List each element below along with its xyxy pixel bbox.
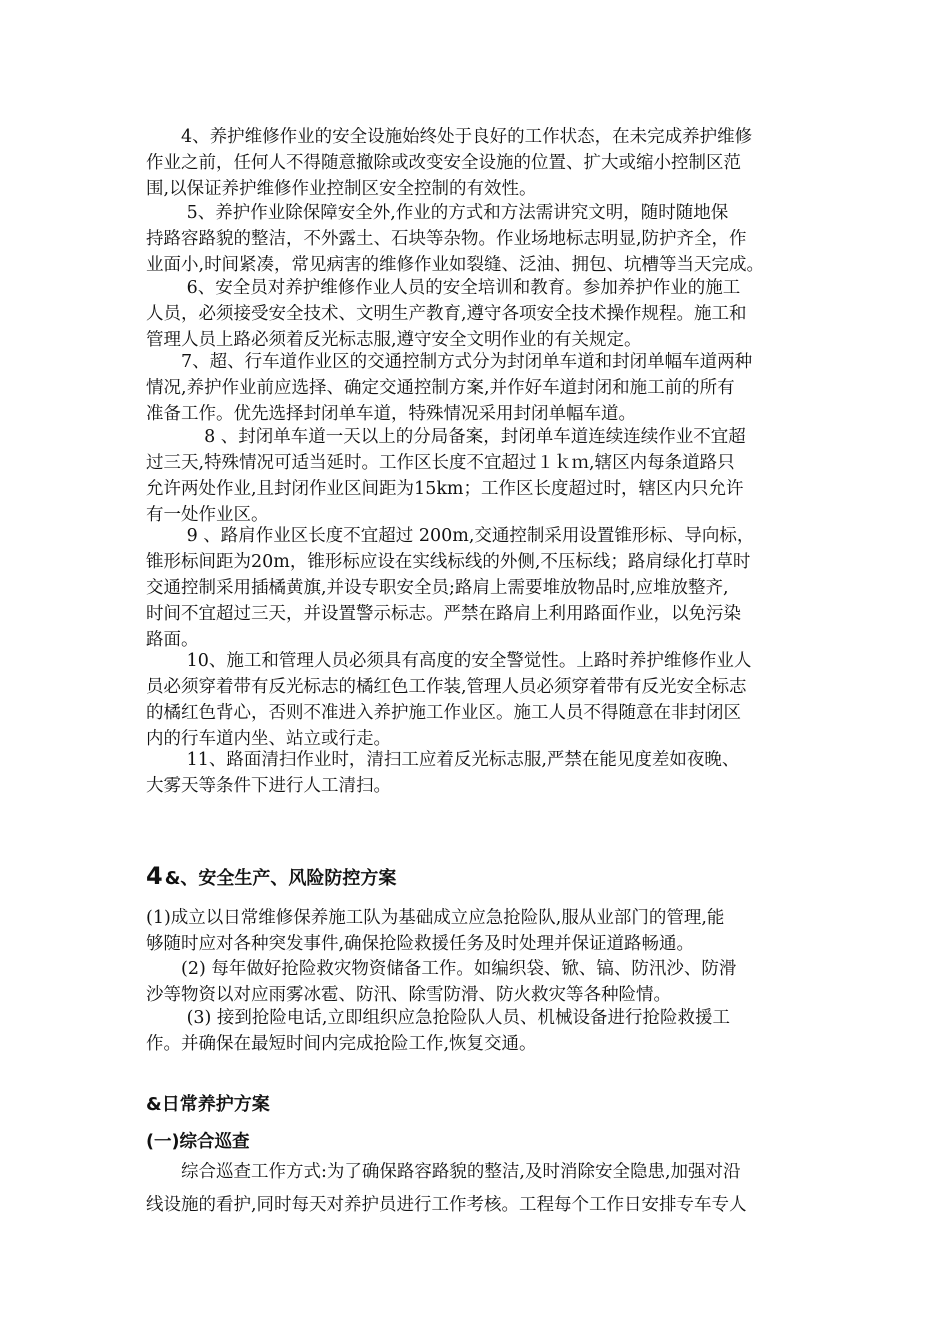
text-line: 管理人员上路必须着反光标志服,遵守安全文明作业的有关规定。 (146, 330, 642, 350)
paragraph-item-8 (146, 424, 826, 528)
text-line: 9 、路肩作业区长度不宜超过 200m,交通控制采用设置锥形标、导向标， (146, 526, 755, 546)
text-line: (1)成立以日常维修保养施工队为基础成立应急抢险队,服从业部门的管理,能 (146, 908, 725, 928)
text-line: 10、施工和管理人员必须具有高度的安全警觉性。上路时养护维修作业人 (146, 651, 752, 671)
paragraph-item-10 (146, 648, 826, 752)
text-line: 情况,养护作业前应选择、确定交通控制方案,并作好车道封闭和施工前的所有 (146, 378, 735, 398)
text-line: (3) 接到抢险电话,立即组织应急抢险队人员、机械设备进行抢险救援工 (146, 1008, 730, 1028)
paragraph-inspection (146, 1156, 826, 1222)
text-line: 大雾天等条件下进行人工清扫。 (146, 776, 391, 796)
section-glyph: & (164, 868, 181, 889)
paragraph-emergency-2 (146, 956, 826, 1008)
paragraph-item-5 (146, 200, 826, 278)
text-line: 作业之前，任何人不得随意撤除或改变安全设施的位置、扩大或缩小控制区范 (146, 153, 741, 173)
text-line: 线设施的看护,同时每天对养护员进行工作考核。工程每个工作日安排专车专人 (146, 1195, 747, 1215)
paragraph-emergency-1 (146, 905, 826, 957)
text-line: 综合巡查工作方式:为了确保路容路貌的整洁,及时消除安全隐患,加强对沿 (146, 1162, 741, 1182)
text-line: 6、安全员对养护维修作业人员的安全培训和教育。参加养护作业的施工 (146, 278, 741, 298)
text-line: 4、养护维修作业的安全设施始终处于良好的工作状态，在未完成养护维修 (146, 127, 753, 147)
text-line: 时间不宜超过三天，并设置警示标志。严禁在路肩上利用路面作业，以免污染 (146, 604, 741, 624)
subheading-inspection (146, 1128, 250, 1153)
text-line: 的橘红色背心，否则不准进入养护施工作业区。施工人员不得随意在非封闭区 (146, 703, 741, 723)
text-line: 围,以保证养护维修作业控制区安全控制的有效性。 (146, 179, 537, 199)
text-line: 7、超、行车道作业区的交通控制方式分为封闭单车道和封闭单幅车道两种 (146, 352, 753, 372)
text-line: 人员，必须接受安全技术、文明生产教育,遵守各项安全技术操作规程。施工和 (146, 304, 747, 324)
section-title: 日常养护方案 (161, 1094, 270, 1115)
text-line: 沙等物资以对应雨雾冰雹、防汛、除雪防滑、防火救灾等各种险情。 (146, 985, 671, 1005)
text-line: 11、路面清扫作业时，清扫工应着反光标志服,严禁在能见度差如夜晚、 (146, 750, 740, 770)
text-line: 交通控制采用插橘黄旗,并设专职安全员;路肩上需要堆放物品时,应堆放整齐, (146, 578, 729, 598)
text-line: 准备工作。优先选择封闭单车道，特殊情况采用封闭单幅车道。 (146, 404, 636, 424)
text-line: 作。并确保在最短时间内完成抢险工作,恢复交通。 (146, 1034, 537, 1054)
section-heading-daily-maintenance (146, 1090, 270, 1116)
text-line: 有一处作业区。 (146, 505, 269, 525)
paragraph-item-11 (146, 747, 826, 799)
paragraph-item-7 (146, 349, 826, 427)
text-line: 过三天,特殊情况可适当延时。工作区长度不宜超过１ｋｍ,辖区内每条道路只 (146, 453, 735, 473)
text-line: 5、养护作业除保障安全外,作业的方式和方法需讲究文明，随时随地保 (146, 203, 729, 223)
text-line: (2) 每年做好抢险救灾物资储备工作。如编织袋、锨、镐、防汛沙、防滑 (146, 959, 737, 979)
text-line: 路面。 (146, 630, 199, 650)
section-heading-safety (146, 862, 396, 890)
paragraph-item-6 (146, 275, 826, 353)
text-line: 业面小,时间紧凑，常见病害的维修作业如裂缝、泛油、拥包、坑槽等当天完成。 (146, 255, 765, 275)
text-line: 员必须穿着带有反光标志的橘红色工作装,管理人员必须穿着带有反光安全标志 (146, 677, 747, 697)
text-line: 锥形标间距为20m，锥形标应设在实线标线的外侧,不压标线；路肩绿化打草时 (146, 552, 751, 572)
paragraph-item-9 (146, 523, 826, 653)
paragraph-item-4 (146, 124, 826, 202)
section-number: 4 (146, 862, 163, 890)
section-title: 、安全生产、风险防控方案 (180, 868, 397, 889)
subheading-text: (一)综合巡查 (146, 1132, 250, 1152)
text-line: 持路容路貌的整洁，不外露土、石块等杂物。作业场地标志明显,防护齐全，作 (146, 229, 747, 249)
paragraph-emergency-3 (146, 1005, 826, 1057)
text-line: 8 、封闭单车道一天以上的分局备案，封闭单车道连续连续作业不宜超 (146, 427, 746, 447)
text-line: 够随时应对各种突发事件,确保抢险救援任务及时处理并保证道路畅通。 (146, 934, 695, 954)
text-line: 允许两处作业,且封闭作业区间距为15km；工作区长度超过时，辖区内只允许 (146, 479, 744, 499)
text-line: 内的行车道内坐、站立或行走。 (146, 729, 391, 749)
section-glyph: & (146, 1094, 162, 1115)
